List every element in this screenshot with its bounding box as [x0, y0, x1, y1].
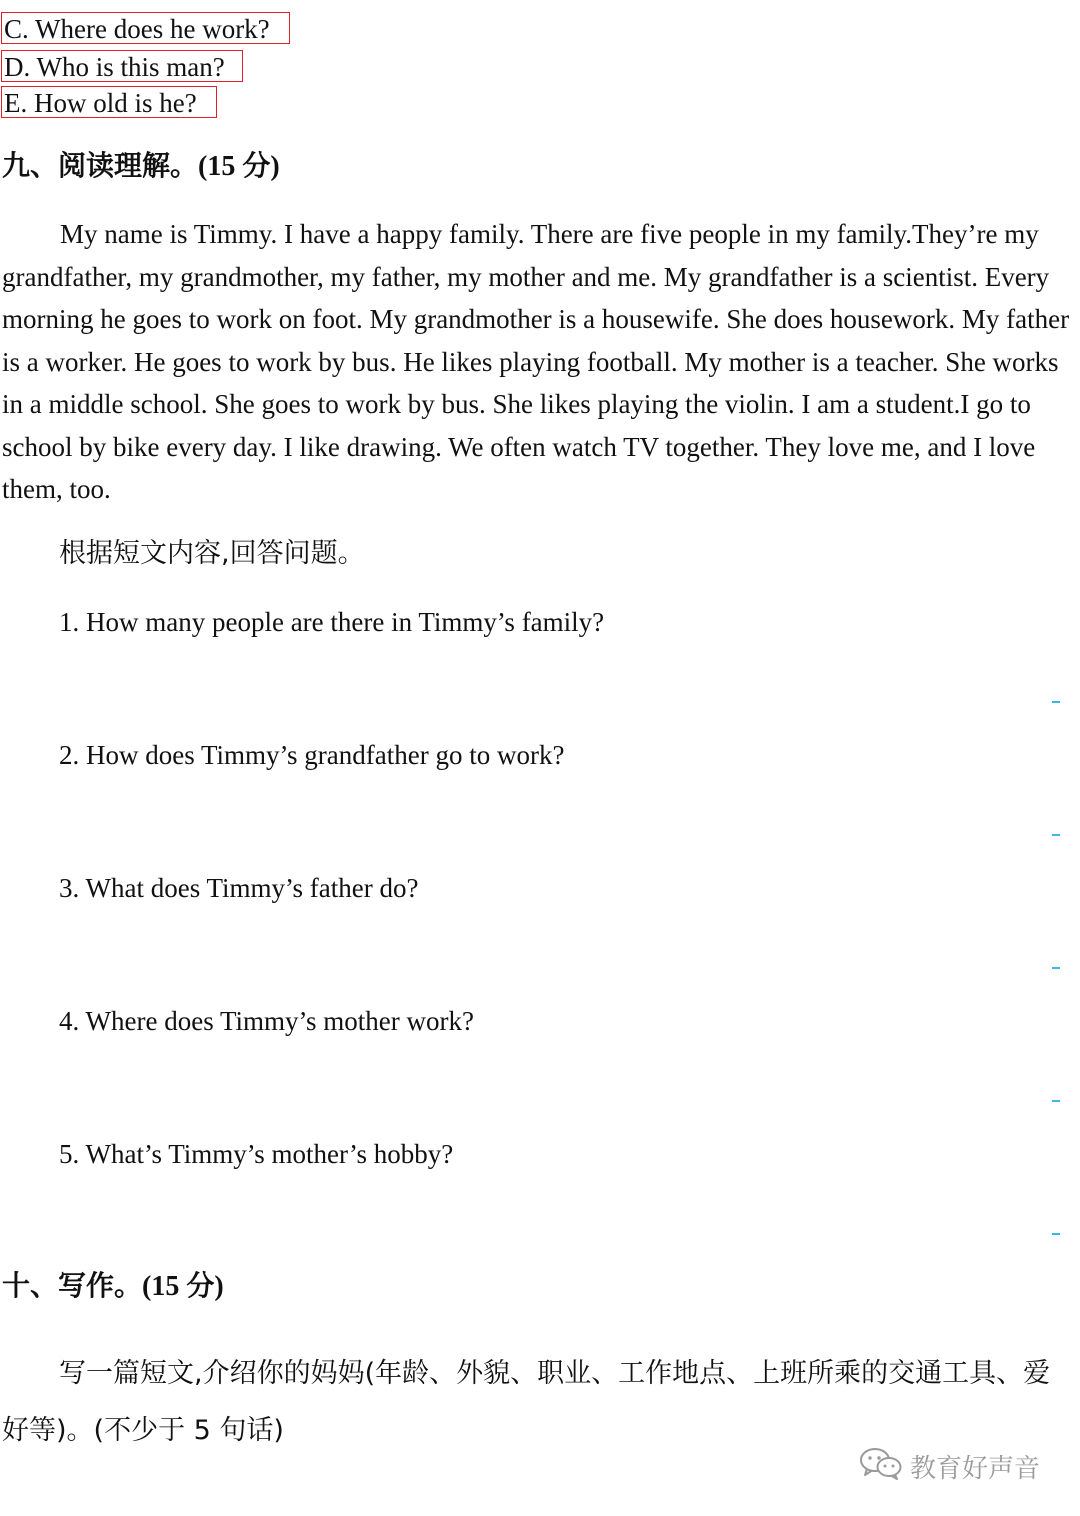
wechat-icon — [858, 1445, 910, 1488]
answer-blank-1[interactable] — [1052, 701, 1060, 703]
option-c: C. Where does he work? — [1, 12, 290, 44]
question-4: 4. Where does Timmy’s mother work? — [59, 1006, 474, 1036]
option-d: D. Who is this man? — [1, 50, 243, 82]
question-1: 1. How many people are there in Timmy’s family? — [59, 607, 605, 637]
writing-prompt: 写一篇短文,介绍你的妈妈(年龄、外貌、职业、工作地点、上班所乘的交通工具、爱好等)。(不少于 5 句话) — [2, 1358, 1051, 1446]
watermark — [858, 1446, 1040, 1486]
section9-heading — [2, 148, 280, 185]
reading-instruction: 根据短文内容,回答问题。 — [59, 538, 365, 569]
watermark-text: 教育好声音 — [910, 1453, 1041, 1484]
question-3: 3. What does Timmy’s father do? — [59, 873, 419, 903]
question-5: 5. What’s Timmy’s mother’s hobby? — [59, 1139, 454, 1169]
answer-blank-5[interactable] — [1052, 1233, 1060, 1235]
reading-passage: My name is Timmy. I have a happy family. There are five people in my family.They’re my grandfather, my grandmother, my father, my mother and me. My grandfather is a scientist. Every morning he goes to work on foot. My grandmother is a housewife. She does housework. My father is a worker. He goes to work by bus. He likes playing football. My mother is a teacher. She works in a middle school. She goes to work by bus. She likes playing the violin. I am a student.I go to school by bike every day. I like drawing. We often watch TV together. They love me, and I love them, too. — [2, 219, 1070, 504]
answer-blank-3[interactable] — [1052, 967, 1060, 969]
question-2: 2. How does Timmy’s grandfather go to work? — [59, 740, 565, 770]
answer-blank-4[interactable] — [1052, 1100, 1060, 1102]
section10-heading-title: 十、写作。 — [2, 1269, 143, 1302]
answer-blank-2[interactable] — [1052, 834, 1060, 836]
section10-heading-score: (15 分) — [142, 1271, 224, 1302]
section9-heading-score: (15 分) — [198, 151, 280, 182]
section10-heading — [2, 1268, 224, 1305]
section9-heading-title: 九、阅读理解。 — [2, 149, 199, 182]
option-e: E. How old is he? — [1, 86, 217, 118]
